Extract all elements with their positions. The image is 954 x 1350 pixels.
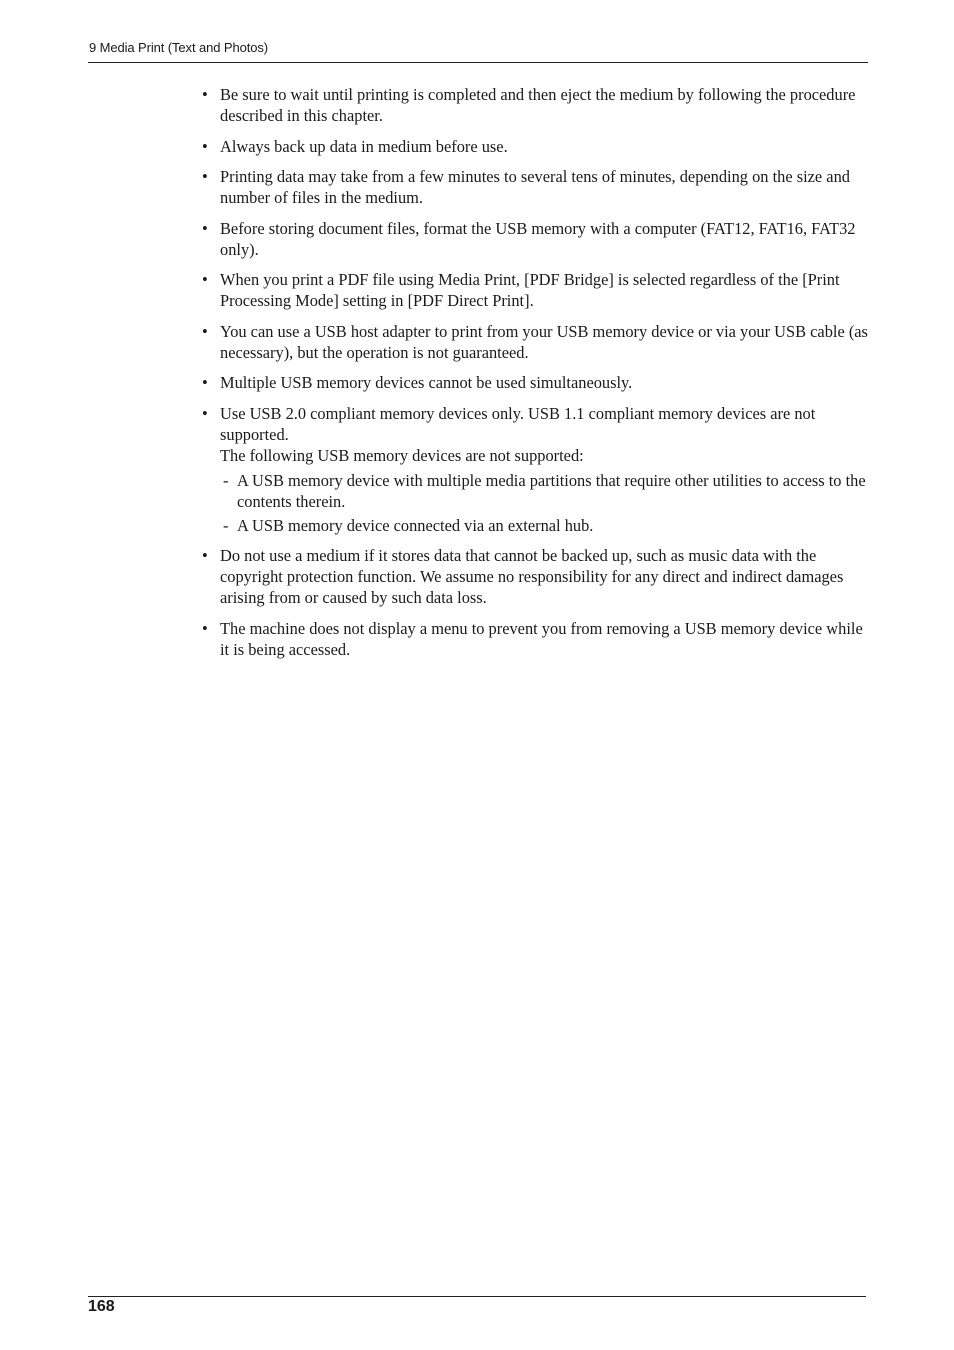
bullet-icon: • bbox=[202, 85, 208, 104]
list-item bbox=[200, 136, 870, 157]
note-followup-text: The following USB memory devices are not supported: bbox=[220, 445, 584, 465]
notes-list bbox=[200, 84, 870, 669]
note-text: Do not use a medium if it stores data that cannot be backed up, such as music data with the copyright protection function. We assume no responsibility for any direct and indirect damages arising from or caused by such data loss. bbox=[220, 546, 844, 607]
note-text: When you print a PDF file using Media Print, [PDF Bridge] is selected regardless of the [Print Processing Mode] setting in [PDF Direct Print]. bbox=[220, 270, 840, 310]
footer-divider bbox=[88, 1296, 866, 1297]
bullet-icon: • bbox=[202, 270, 208, 289]
list-item bbox=[200, 321, 870, 363]
sub-list-item bbox=[220, 470, 870, 512]
list-item bbox=[200, 84, 870, 126]
bullet-icon: • bbox=[202, 618, 208, 638]
dash-icon: - bbox=[223, 515, 229, 535]
list-item bbox=[200, 372, 870, 393]
note-text: The machine does not display a menu to prevent you from removing a USB memory device while it is being accessed. bbox=[220, 618, 863, 659]
list-item bbox=[200, 545, 870, 608]
note-text: Multiple USB memory devices cannot be used simultaneously. bbox=[220, 373, 633, 392]
list-item bbox=[200, 269, 870, 311]
note-text: Before storing document files, format the USB memory with a computer (FAT12, FAT16, FAT32 only). bbox=[220, 218, 856, 259]
note-text: Printing data may take from a few minutes to several tens of minutes, depending on the size and number of files in the medium. bbox=[220, 167, 850, 207]
sub-list-item bbox=[220, 515, 870, 536]
list-item bbox=[200, 618, 870, 660]
unsupported-devices-list bbox=[220, 470, 870, 536]
sub-item-text: A USB memory device connected via an external hub. bbox=[237, 515, 594, 535]
sub-item-text: A USB memory device with multiple media partitions that require other utilities to access to the contents therein. bbox=[237, 470, 866, 511]
page-number: 168 bbox=[88, 1298, 115, 1315]
note-text: Always back up data in medium before use. bbox=[220, 136, 508, 156]
list-item bbox=[200, 403, 870, 536]
header-divider bbox=[88, 62, 868, 63]
bullet-icon: • bbox=[202, 167, 208, 186]
bullet-icon: • bbox=[202, 218, 208, 238]
dash-icon: - bbox=[223, 470, 229, 490]
bullet-icon: • bbox=[202, 546, 208, 565]
note-text: You can use a USB host adapter to print from your USB memory device or via your USB cable (as necessary), but the operation is not guaranteed. bbox=[220, 321, 868, 362]
list-item bbox=[200, 166, 870, 208]
bullet-icon: • bbox=[202, 136, 208, 156]
list-item bbox=[200, 218, 870, 260]
bullet-icon: • bbox=[202, 403, 208, 423]
note-text: Use USB 2.0 compliant memory devices only. USB 1.1 compliant memory devices are not supported. bbox=[220, 403, 816, 444]
note-text: Be sure to wait until printing is completed and then eject the medium by following the procedure described in this chapter. bbox=[220, 85, 856, 125]
bullet-icon: • bbox=[202, 321, 208, 341]
running-header: 9 Media Print (Text and Photos) bbox=[89, 40, 268, 55]
bullet-icon: • bbox=[202, 373, 208, 392]
